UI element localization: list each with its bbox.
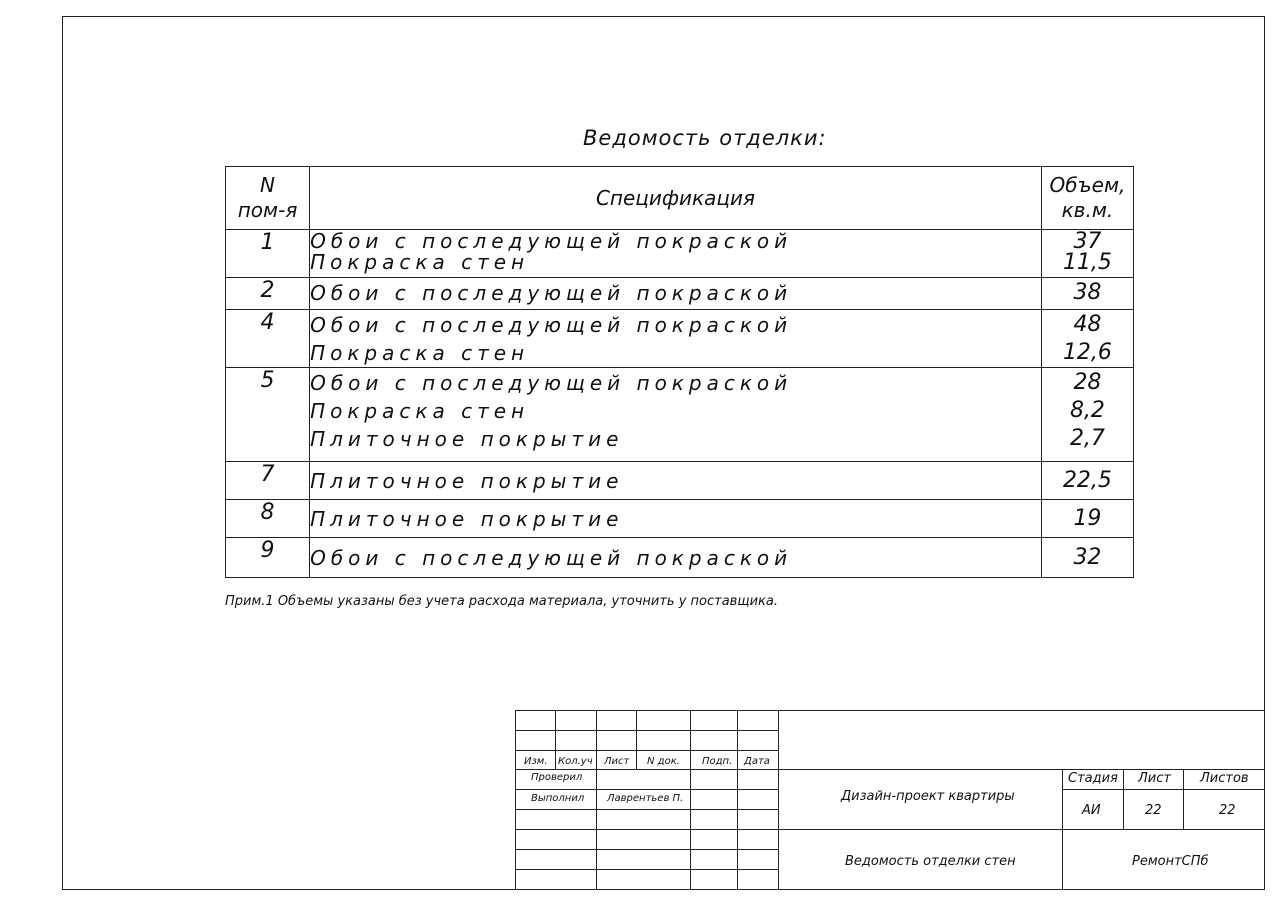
table-row xyxy=(226,500,1134,538)
spec-cell xyxy=(310,500,1042,538)
spec-item: Обои с последующей покраской xyxy=(310,545,793,570)
table-row xyxy=(226,368,1134,462)
stamp-col-podp: Подп. xyxy=(702,756,733,767)
room-number: 8 xyxy=(226,500,310,538)
stamp-line xyxy=(1183,769,1184,829)
stamp-line xyxy=(1062,769,1063,890)
stamp-line xyxy=(778,710,779,890)
spec-item: Обои с последующей покраской xyxy=(310,371,793,395)
stamp-line xyxy=(515,769,1265,770)
spec-cell xyxy=(310,368,1042,462)
stamp-col-list: Лист xyxy=(604,756,630,767)
spec-item: Покраска стен xyxy=(310,250,530,274)
spec-cell xyxy=(310,278,1042,310)
stamp-sheet-label: Лист xyxy=(1138,771,1171,786)
stamp-line xyxy=(515,789,778,790)
stamp-col-date: Дата xyxy=(744,756,770,767)
volume-value: 8,2 xyxy=(1069,398,1105,423)
spec-item: Плиточное покрытие xyxy=(310,427,624,451)
stamp-line xyxy=(515,710,516,890)
stamp-stage: АИ xyxy=(1082,803,1101,818)
volume-cell xyxy=(1041,538,1133,578)
volume-cell xyxy=(1041,462,1133,500)
volume-value: 32 xyxy=(1073,544,1102,570)
stamp-line xyxy=(1062,789,1265,790)
room-number: 5 xyxy=(226,368,310,462)
header-room-no: N пом-я xyxy=(226,167,310,230)
spec-item: Плиточное покрытие xyxy=(310,506,624,531)
spec-item: Покраска стен xyxy=(310,341,530,365)
volume-cell xyxy=(1041,368,1133,462)
stamp-line xyxy=(515,829,1265,830)
table-header-row xyxy=(226,167,1134,230)
stamp-line xyxy=(555,710,556,770)
stamp-line xyxy=(596,710,597,890)
finishing-schedule-table xyxy=(225,166,1134,578)
volume-value: 28 xyxy=(1073,370,1102,395)
volume-value: 11,5 xyxy=(1062,250,1112,275)
stamp-line xyxy=(737,710,738,890)
table-row xyxy=(226,538,1134,578)
table-row xyxy=(226,462,1134,500)
stamp-line xyxy=(515,849,778,850)
spec-item: Покраска стен xyxy=(310,399,530,423)
stamp-project: Дизайн-проект квартиры xyxy=(841,789,1015,804)
volume-cell xyxy=(1041,310,1133,368)
table-row xyxy=(226,278,1134,310)
footnote: Прим.1 Объемы указаны без учета расхода материала, уточнить у поставщика. xyxy=(225,594,778,609)
stamp-sheet: 22 xyxy=(1145,803,1162,818)
volume-value: 37 xyxy=(1073,229,1102,254)
stamp-line xyxy=(515,809,778,810)
stamp-drawing-title: Ведомость отделки стен xyxy=(845,854,1016,869)
stamp-company: РемонтСПб xyxy=(1132,854,1209,869)
volume-value: 48 xyxy=(1073,312,1102,337)
stamp-done-name: Лаврентьев П. xyxy=(607,793,684,804)
stamp-sheets-label: Листов xyxy=(1200,771,1249,786)
volume-value: 22,5 xyxy=(1062,467,1112,493)
stamp-line xyxy=(690,710,691,890)
stamp-col-doc: N док. xyxy=(647,756,680,767)
table-row xyxy=(226,230,1134,278)
room-number: 9 xyxy=(226,538,310,578)
stamp-line xyxy=(515,710,1265,711)
room-number: 4 xyxy=(226,310,310,368)
stamp-line xyxy=(515,869,778,870)
volume-value: 12,6 xyxy=(1062,340,1112,365)
header-volume: Объем, кв.м. xyxy=(1041,167,1133,230)
spec-cell xyxy=(310,462,1042,500)
room-number: 2 xyxy=(226,278,310,310)
stamp-col-kol: Кол.уч xyxy=(558,756,593,767)
room-number: 7 xyxy=(226,462,310,500)
volume-cell xyxy=(1041,230,1133,278)
stamp-stage-label: Стадия xyxy=(1068,771,1118,786)
spec-item: Обои с последующей покраской xyxy=(310,281,793,305)
table-row xyxy=(226,310,1134,368)
volume-cell xyxy=(1041,500,1133,538)
volume-cell xyxy=(1041,278,1133,310)
stamp-line xyxy=(515,889,1265,890)
spec-cell xyxy=(310,538,1042,578)
stamp-done-label: Выполнил xyxy=(531,793,585,804)
stamp-checked-label: Проверил xyxy=(531,772,583,783)
spec-item: Обои с последующей покраской xyxy=(310,229,793,253)
title-block xyxy=(515,710,1265,890)
page-title: Ведомость отделки: xyxy=(583,126,827,150)
spec-item: Обои с последующей покраской xyxy=(310,313,793,337)
volume-value: 19 xyxy=(1073,505,1102,531)
spec-item: Плиточное покрытие xyxy=(310,468,624,493)
stamp-line xyxy=(636,710,637,770)
stamp-sheets: 22 xyxy=(1219,803,1236,818)
spec-cell xyxy=(310,310,1042,368)
header-spec: Спецификация xyxy=(310,167,1042,230)
room-number: 1 xyxy=(226,230,310,278)
stamp-line xyxy=(1123,769,1124,829)
volume-value: 2,7 xyxy=(1069,426,1105,451)
stamp-col-izm: Изм. xyxy=(524,756,548,767)
volume-value: 38 xyxy=(1073,280,1102,305)
spec-cell xyxy=(310,230,1042,278)
